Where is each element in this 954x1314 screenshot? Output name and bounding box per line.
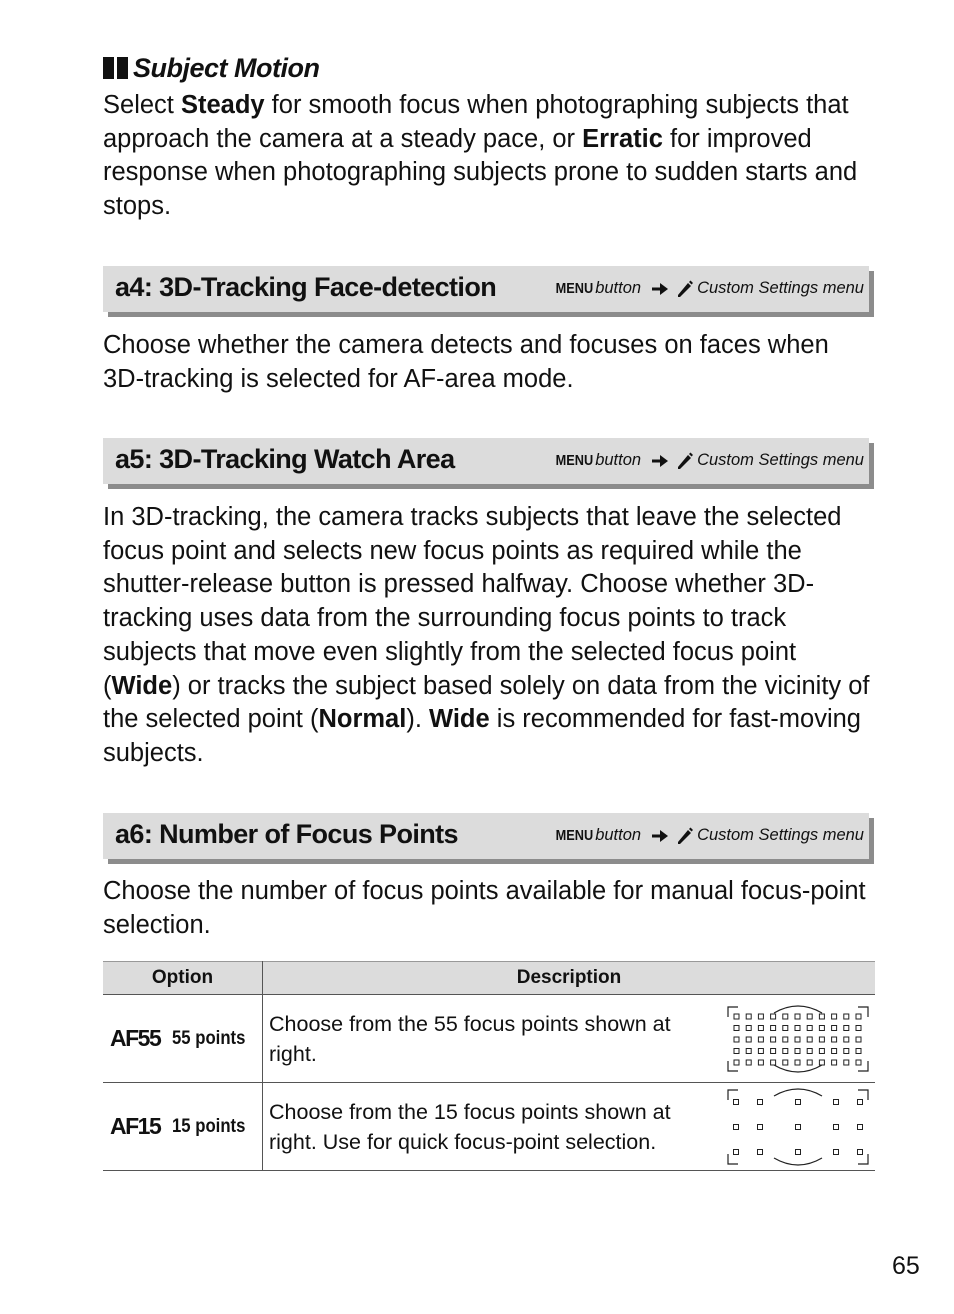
section-title: a6: Number of Focus Points <box>115 819 458 849</box>
header-description: Description <box>263 962 876 995</box>
a5-text: In 3D-tracking, the camera tracks subjects that leave the selected focus point and selects new focus points as required while the shutter-release button is pressed halfway. Choose whether 3D-tracking uses data from the surrounding focus points to track subjects that move even slightly from the selected focus point (Wide) or tracks the subject based solely on data from the vicinity of the selected point (Normal). Wide is recommended for fast-moving subjects. <box>103 503 870 767</box>
pencil-icon <box>677 452 693 470</box>
af55-icon: AF55 <box>110 1025 161 1051</box>
arrow-right-icon <box>651 282 669 296</box>
menu-breadcrumb: MENU button Custom Settings menu <box>555 279 864 297</box>
table-row <box>103 995 875 1083</box>
table-row <box>103 1083 875 1171</box>
subject-motion-text: Select Steady for smooth focus when photographing subjects that approach the camera at a steady pace, or Erratic for improved response when photographing subjects prone to sudden starts and stops. <box>103 91 858 221</box>
af15-icon: AF15 <box>110 1113 161 1139</box>
pencil-icon <box>677 827 693 845</box>
menu-breadcrumb: MENU button Custom Settings menu <box>555 451 864 469</box>
focus-points-table <box>103 961 875 1171</box>
header-option: Option <box>103 962 263 995</box>
menu-breadcrumb: MENU button Custom Settings menu <box>555 826 864 844</box>
subject-motion-title: Subject Motion <box>133 52 320 83</box>
page-number: 65 <box>892 1252 920 1280</box>
focus-points-55-icon <box>724 1003 872 1075</box>
pencil-icon <box>677 280 693 298</box>
bullet-square <box>103 57 114 79</box>
section-title: a4: 3D-Tracking Face-detection <box>115 272 497 302</box>
section-bar-a4 <box>103 266 869 312</box>
a4-text: Choose whether the camera detects and focuses on faces when 3D-tracking is selected for AF-area mode. <box>103 331 829 393</box>
section-title: a5: 3D-Tracking Watch Area <box>115 444 455 474</box>
section-bar-a6 <box>103 813 869 859</box>
option-description: Choose from the 55 focus points shown at right. <box>269 1011 671 1066</box>
table-header-row <box>103 962 875 995</box>
a6-text: Choose the number of focus points available for manual focus-point selection. <box>103 877 866 939</box>
option-description: Choose from the 15 focus points shown at right. Use for quick focus-point selection. <box>269 1099 671 1154</box>
subject-motion-heading <box>103 50 319 86</box>
focus-points-15-icon <box>724 1086 872 1168</box>
bullet-square <box>117 57 128 79</box>
arrow-right-icon <box>651 829 669 843</box>
option-label: 15 points <box>172 1115 246 1137</box>
arrow-right-icon <box>651 454 669 468</box>
section-bar-a5 <box>103 438 869 484</box>
option-label: 55 points <box>172 1027 246 1049</box>
